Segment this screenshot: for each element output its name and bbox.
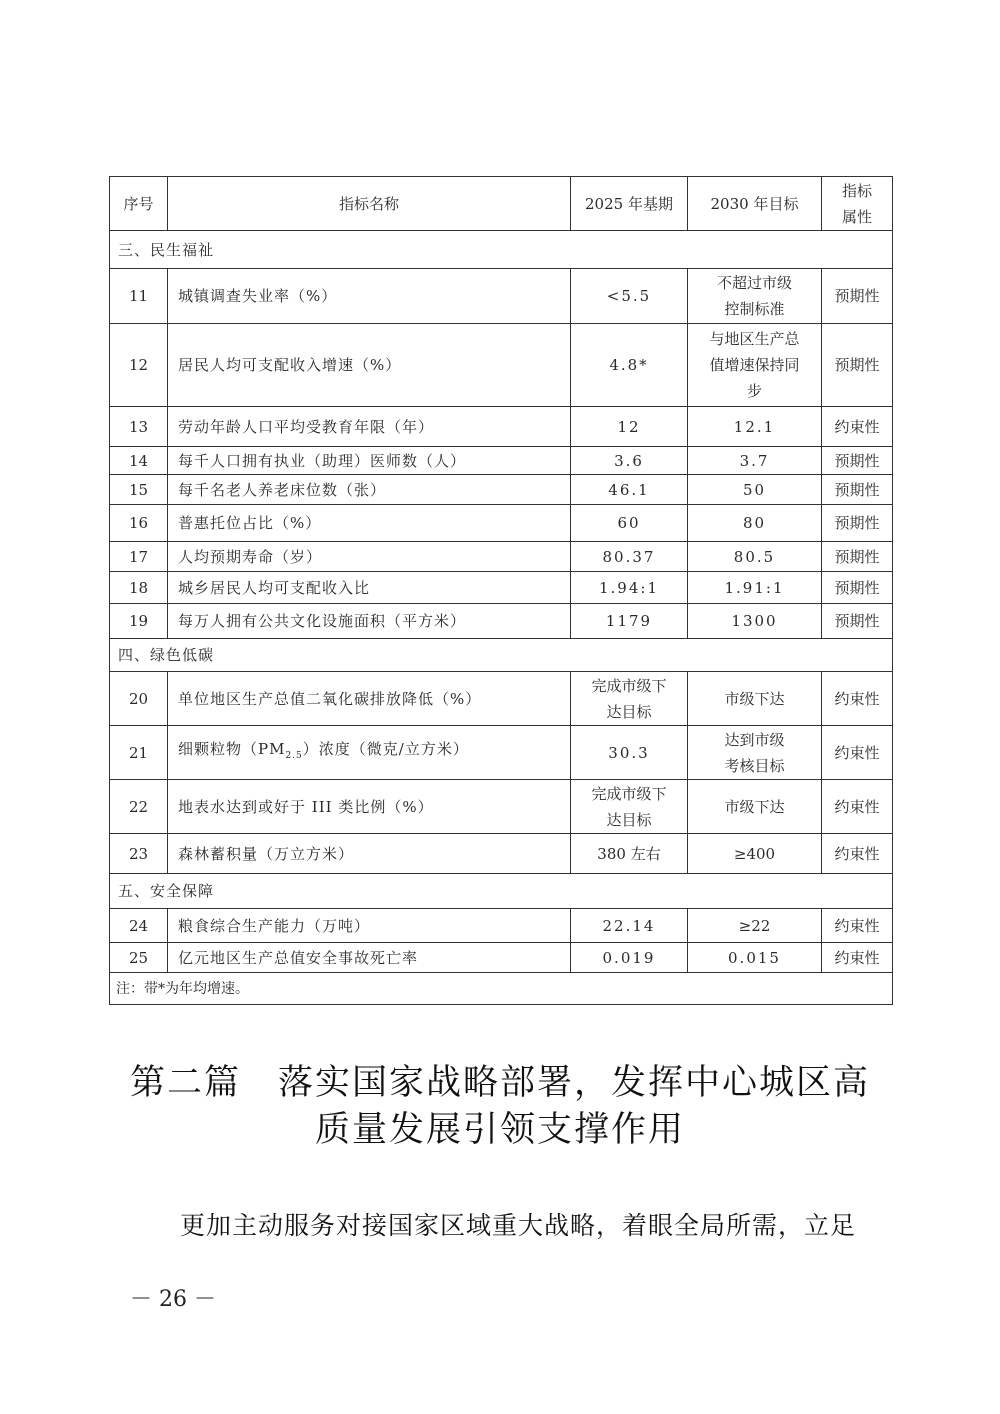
cell-attr: 预期性 [822, 604, 893, 639]
cell-name: 粮食综合生产能力（万吨） [168, 909, 571, 943]
indicator-table [109, 176, 893, 1005]
note-row [110, 973, 893, 1005]
cell-seq: 12 [110, 324, 168, 407]
cell-target: 市级下达 [688, 672, 822, 726]
cell-name: 城乡居民人均可支配收入比 [168, 572, 571, 604]
cell-target: 80 [688, 505, 822, 542]
cell-base: 完成市级下 达目标 [571, 672, 688, 726]
header-target: 2030 年目标 [688, 177, 822, 231]
cell-target: 3.7 [688, 447, 822, 475]
section-title: 五、安全保障 [110, 874, 893, 909]
cell-attr: 约束性 [822, 672, 893, 726]
cell-attr: 预期性 [822, 475, 893, 505]
cell-target: 0.015 [688, 943, 822, 973]
table-row [110, 447, 893, 475]
cell-target: ≥22 [688, 909, 822, 943]
chapter-heading-line2: 质量发展引领支撑作用 [314, 1110, 685, 1150]
section-title: 四、绿色低碳 [110, 639, 893, 672]
cell-base: 380 左右 [571, 834, 688, 874]
header-base: 2025 年基期 [571, 177, 688, 231]
cell-name: 劳动年龄人口平均受教育年限（年） [168, 407, 571, 447]
cell-attr: 预期性 [822, 572, 893, 604]
cell-seq: 17 [110, 542, 168, 572]
cell-seq: 11 [110, 269, 168, 324]
cell-seq: 15 [110, 475, 168, 505]
cell-seq: 16 [110, 505, 168, 542]
cell-base: 1179 [571, 604, 688, 639]
cell-seq: 21 [110, 726, 168, 780]
cell-base: 80.37 [571, 542, 688, 572]
table-row [110, 269, 893, 324]
cell-base: 12 [571, 407, 688, 447]
cell-target: 50 [688, 475, 822, 505]
cell-base: 4.8* [571, 324, 688, 407]
header-seq: 序号 [110, 177, 168, 231]
cell-target: 达到市级 考核目标 [688, 726, 822, 780]
cell-base: 0.019 [571, 943, 688, 973]
cell-attr: 预期性 [822, 269, 893, 324]
cell-attr: 约束性 [822, 909, 893, 943]
table-row [110, 780, 893, 834]
cell-attr: 约束性 [822, 780, 893, 834]
table-header-row [110, 177, 893, 231]
table-row [110, 324, 893, 407]
cell-target: 与地区生产总 值增速保持同 步 [688, 324, 822, 407]
chapter-heading-line1: 第二篇 落实国家战略部署，发挥中心城区高 [129, 1063, 870, 1103]
cell-name: 每千人口拥有执业（助理）医师数（人） [168, 447, 571, 475]
cell-seq: 25 [110, 943, 168, 973]
cell-attr: 预期性 [822, 505, 893, 542]
cell-attr: 约束性 [822, 726, 893, 780]
table-note: 注：带*为年均增速。 [110, 973, 893, 1005]
cell-attr: 约束性 [822, 407, 893, 447]
cell-target: 市级下达 [688, 780, 822, 834]
cell-name: 每万人拥有公共文化设施面积（平方米） [168, 604, 571, 639]
table-row [110, 505, 893, 542]
page-number: － 26 － [130, 1287, 216, 1312]
cell-attr: 约束性 [822, 834, 893, 874]
table-row [110, 726, 893, 780]
cell-target: 不超过市级 控制标准 [688, 269, 822, 324]
table-row [110, 572, 893, 604]
cell-seq: 19 [110, 604, 168, 639]
cell-base: 60 [571, 505, 688, 542]
cell-target: 12.1 [688, 407, 822, 447]
cell-name: 亿元地区生产总值安全事故死亡率 [168, 943, 571, 973]
cell-name: 城镇调查失业率（%） [168, 269, 571, 324]
cell-name: 普惠托位占比（%） [168, 505, 571, 542]
table-row [110, 672, 893, 726]
section-row [110, 874, 893, 909]
table-row [110, 542, 893, 572]
cell-name: 居民人均可支配收入增速（%） [168, 324, 571, 407]
cell-attr: 约束性 [822, 943, 893, 973]
cell-base: 30.3 [571, 726, 688, 780]
cell-name: 人均预期寿命（岁） [168, 542, 571, 572]
table-row [110, 407, 893, 447]
cell-base: <5.5 [571, 269, 688, 324]
cell-base: 3.6 [571, 447, 688, 475]
cell-target: ≥400 [688, 834, 822, 874]
cell-target: 80.5 [688, 542, 822, 572]
cell-name: 森林蓄积量（万立方米） [168, 834, 571, 874]
cell-attr: 预期性 [822, 542, 893, 572]
cell-seq: 13 [110, 407, 168, 447]
cell-base: 22.14 [571, 909, 688, 943]
table-row [110, 834, 893, 874]
cell-base: 1.94:1 [571, 572, 688, 604]
cell-target: 1300 [688, 604, 822, 639]
cell-seq: 24 [110, 909, 168, 943]
cell-name: 细颗粒物$(PM_{2.5})$浓度（微克/立方米） [168, 726, 571, 780]
table-row [110, 943, 893, 973]
cell-attr: 预期性 [822, 324, 893, 407]
cell-base: 46.1 [571, 475, 688, 505]
section-row [110, 639, 893, 672]
cell-name: 地表水达到或好于 III 类比例（%） [168, 780, 571, 834]
table-row [110, 909, 893, 943]
header-attr: 指标 属性 [822, 177, 893, 231]
cell-base: 完成市级下 达目标 [571, 780, 688, 834]
header-name: 指标名称 [168, 177, 571, 231]
cell-seq: 18 [110, 572, 168, 604]
body-paragraph: 更加主动服务对接国家区域重大战略，着眼全局所需，立足 [180, 1211, 857, 1240]
cell-attr: 预期性 [822, 447, 893, 475]
cell-seq: 23 [110, 834, 168, 874]
cell-name: 每千名老人养老床位数（张） [168, 475, 571, 505]
section-row [110, 231, 893, 269]
table-row [110, 604, 893, 639]
cell-seq: 22 [110, 780, 168, 834]
cell-seq: 20 [110, 672, 168, 726]
cell-target: 1.91:1 [688, 572, 822, 604]
section-title: 三、民生福祉 [110, 231, 893, 269]
cell-name: 单位地区生产总值二氧化碳排放降低（%） [168, 672, 571, 726]
cell-seq: 14 [110, 447, 168, 475]
table-row [110, 475, 893, 505]
